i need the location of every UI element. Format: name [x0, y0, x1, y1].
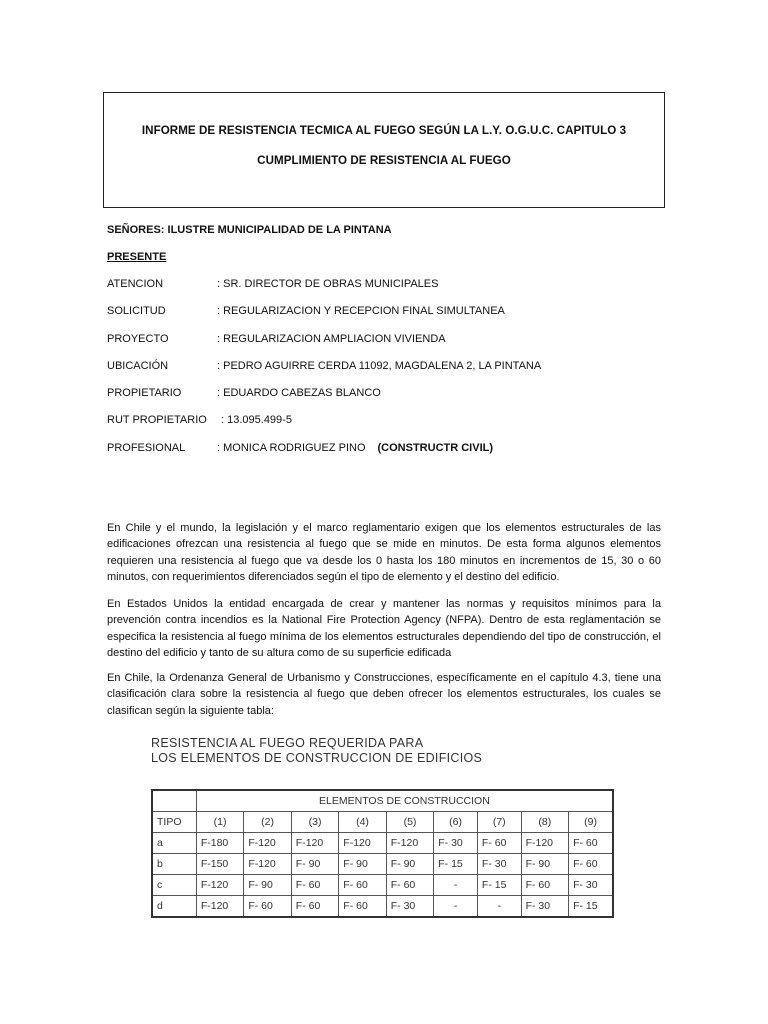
table-cell: F- 90 [244, 875, 291, 896]
table-cell: F-120 [386, 833, 433, 854]
paragraph-nfpa: En Estados Unidos la entidad encargada de crear y mantener las normas y requisitos mínimos para la prevención contra incendios es la National Fire Protection Agency (NFPA). Dentro de esta reglamentación se especifica la resistencia al fuego mínima de los elementos estructurales dependiendo del tipo de construcción, el destino del edificio y tanto de su altura como de su superficie edificada [107, 598, 661, 660]
table-cell: F- 30 [569, 875, 613, 896]
field-label: PROYECTO [107, 332, 169, 345]
paragraph-chile-legislation: En Chile y el mundo, la legislación y el marco reglamentario exigen que los elementos estructurales de las edificaciones ofrezcan una resistencia al fuego que se mide en minutos. De esta forma algunos elementos requieren una resistencia al fuego que va desde los 0 hasta los 180 minutos en incrementos de 15, 30 o 60 minutos, con requerimientos diferenciados según el tipo de elemento y el destino del edificio. [107, 522, 661, 584]
profession-note: (CONSTRUCTR CIVIL) [377, 441, 494, 454]
table-column-header: (8) [521, 812, 568, 833]
table-cell: F- 30 [386, 896, 433, 918]
table-cell: F- 60 [339, 896, 386, 918]
table-cell: F- 15 [477, 875, 521, 896]
table-column-header: (9) [569, 812, 613, 833]
field-value: : PEDRO AGUIRRE CERDA 11092, MAGDALENA 2, LA PINTANA [217, 359, 542, 372]
table-cell: F- 60 [569, 833, 613, 854]
figure-title-line: RESISTENCIA AL FUEGO REQUERIDA PARA [151, 736, 424, 750]
table-column-header: (3) [291, 812, 338, 833]
table-cell: F- 60 [521, 875, 568, 896]
table-cell: F- 60 [386, 875, 433, 896]
table-column-header: (1) [196, 812, 243, 833]
field-label: ATENCION [107, 278, 164, 290]
table-cell: - [434, 875, 478, 896]
field-label: PROFESIONAL [107, 441, 186, 454]
field-propietario [107, 387, 667, 414]
table-column-header: (5) [386, 812, 433, 833]
table-cell: F-120 [196, 875, 243, 896]
table-tipo-header: TIPO [152, 812, 196, 833]
field-value: : REGULARIZACION AMPLIACION VIVIENDA [217, 332, 446, 345]
figure-title [151, 736, 482, 766]
table-cell: F- 15 [569, 896, 613, 918]
table-cell: F-180 [196, 833, 243, 854]
table-cell: F- 15 [434, 854, 478, 875]
table-column-header: (6) [434, 812, 478, 833]
field-profesional [107, 442, 667, 469]
addressee: SEÑORES: ILUSTRE MUNICIPALIDAD DE LA PINTANA [107, 224, 392, 236]
field-label: SOLICITUD [107, 305, 166, 318]
field-value-wrap [217, 442, 493, 454]
presente-heading: PRESENTE [107, 251, 167, 263]
field-rut-propietario [107, 414, 667, 441]
report-title: INFORME DE RESISTENCIA TECMICA AL FUEGO SEGÚN LA L.Y. O.G.U.C. CAPITULO 3 [141, 124, 627, 137]
table-cell: F- 60 [244, 896, 291, 918]
field-label: PROPIETARIO [107, 387, 182, 400]
field-value: : EDUARDO CABEZAS BLANCO [217, 387, 381, 400]
table-column-header: (4) [339, 812, 386, 833]
table-tipo-cell: b [152, 854, 196, 875]
table-corner-cell [152, 790, 196, 812]
paragraph-oguc: En Chile, la Ordenanza General de Urbanismo y Construcciones, específicamente en el capítulo 4.3, tiene una clasificación clara sobre la resistencia al fuego que deben ofrecer los elementos estructurales, los cuales se clasifican según la siguiente tabla: [107, 672, 661, 717]
figure-title-line: LOS ELEMENTOS DE CONSTRUCCION DE EDIFICIOS [151, 751, 483, 765]
table-cell: - [477, 896, 521, 918]
report-subtitle: CUMPLIMIENTO DE RESISTENCIA AL FUEGO [257, 154, 511, 167]
table-cell: F- 90 [386, 854, 433, 875]
table-cell: F-120 [339, 833, 386, 854]
field-solicitud [107, 305, 667, 332]
field-value: : MONICA RODRIGUEZ PINO [217, 441, 366, 454]
table-column-header: (7) [477, 812, 521, 833]
table-cell: F- 60 [477, 833, 521, 854]
field-ubicacion [107, 360, 667, 387]
fire-resistance-table [151, 789, 614, 918]
table-cell: F-150 [196, 854, 243, 875]
table-cell: F-120 [244, 854, 291, 875]
field-label: UBICACIÓN [107, 359, 169, 372]
table-cell: F-120 [244, 833, 291, 854]
table-cell: F- 30 [434, 833, 478, 854]
table-row [152, 875, 613, 896]
table-header-row [152, 812, 613, 833]
field-label: RUT PROPIETARIO [107, 414, 207, 427]
info-fields [107, 278, 667, 469]
title-box [103, 92, 665, 208]
table-cell: F- 60 [569, 854, 613, 875]
table-cell: F- 60 [291, 875, 338, 896]
table-cell: F- 90 [521, 854, 568, 875]
table-column-header: (2) [244, 812, 291, 833]
table-tipo-cell: d [152, 896, 196, 918]
table-cell: F-120 [196, 896, 243, 918]
field-atencion [107, 278, 667, 305]
table-group-header-row [152, 790, 613, 812]
table-tipo-cell: a [152, 833, 196, 854]
table-cell: F-120 [291, 833, 338, 854]
table-tipo-cell: c [152, 875, 196, 896]
field-value: : 13.095.499-5 [221, 414, 292, 427]
table-cell: F- 60 [291, 896, 338, 918]
field-value: : REGULARIZACION Y RECEPCION FINAL SIMULTANEA [217, 305, 505, 318]
field-value: : SR. DIRECTOR DE OBRAS MUNICIPALES [217, 278, 439, 290]
table-cell: F- 90 [339, 854, 386, 875]
table-row [152, 896, 613, 918]
table-cell: F- 60 [339, 875, 386, 896]
table-cell: F- 30 [521, 896, 568, 918]
table-cell: F- 90 [291, 854, 338, 875]
table-cell: - [434, 896, 478, 918]
table-group-header: ELEMENTOS DE CONSTRUCCION [196, 790, 613, 812]
table-cell: F- 30 [477, 854, 521, 875]
table-row [152, 833, 613, 854]
table-cell: F-120 [521, 833, 568, 854]
field-proyecto [107, 333, 667, 360]
table-row [152, 854, 613, 875]
